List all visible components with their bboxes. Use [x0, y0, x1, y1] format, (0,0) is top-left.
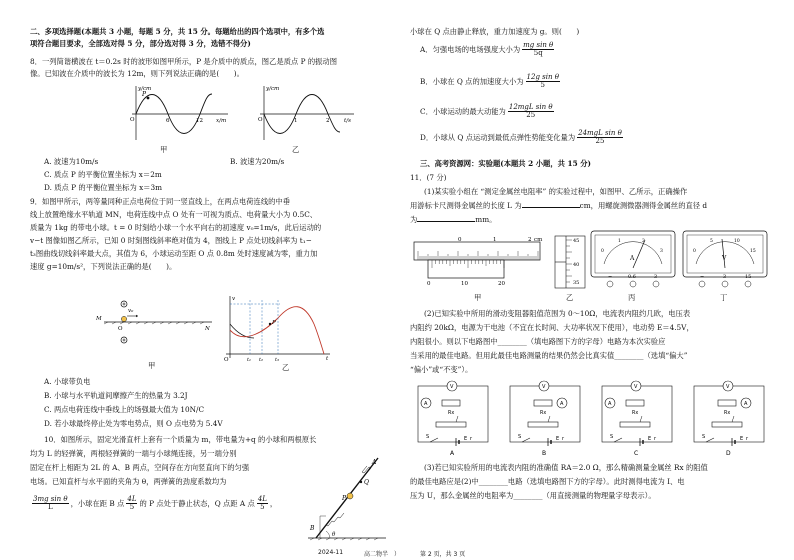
- footer-date: 2024-11: [318, 549, 344, 556]
- p-label: P: [342, 495, 347, 502]
- unit-label: cm: [534, 237, 543, 243]
- circuit-d: [694, 381, 764, 457]
- caliper-caption: 甲: [474, 293, 482, 302]
- main-tick-2: 2: [528, 237, 532, 243]
- circuit-letter: B: [542, 450, 547, 457]
- p-label: P: [272, 320, 276, 326]
- origin-label: O: [224, 357, 229, 362]
- circuit-a: [418, 381, 488, 457]
- q8-line-1: 8．一列简谐横波在 t＝0.2s 时的波形如图甲所示，P 是介质中的质点，图乙是质点 P 的振动图: [30, 57, 338, 66]
- q10-line-2: 均为 L 的轻弹簧，两根轻弹簧的一端与小球绳连接，另一端分别: [30, 449, 237, 458]
- circuit-letter: C: [634, 450, 639, 457]
- main-tick-0: 0: [458, 237, 462, 243]
- rx-label: Rx: [540, 411, 547, 416]
- circuit-b: [510, 381, 580, 457]
- circuit-letter: D: [726, 450, 731, 457]
- n-label: N: [205, 326, 210, 332]
- ammeter-label: A: [608, 401, 612, 407]
- vibration-figure-yi: [250, 82, 360, 144]
- voltmeter-label: V: [542, 384, 546, 390]
- emf-label: E: [740, 436, 744, 442]
- q11-part2-line1: (2)已知实验中所用的滑动变阻器阻值范围为 0～10Ω，电流表内阻约几欧，电压表: [424, 309, 691, 318]
- terminal-3: 3: [723, 274, 727, 280]
- t3-label: t₃: [275, 357, 280, 362]
- terminal-minus: −: [608, 274, 613, 280]
- fraction-stiffness: $\frac{\text{3mg sin θ}}{L}$: [33, 495, 68, 512]
- terminal-minus: −: [700, 274, 705, 280]
- terminal-06: 0.6: [628, 274, 636, 280]
- footer-subject: 高二物半 ）: [364, 551, 401, 558]
- q9-line-4: v−t 图像如图乙所示，已知 0 时刻图线斜率绝对值为 4，图线上 P 点处切线斜率为 t₁−: [30, 236, 312, 245]
- t-tick-1: 1: [294, 118, 298, 124]
- voltmeter-caption: 丁: [720, 293, 728, 302]
- internal-r-label: r: [654, 436, 657, 442]
- q10-option-b: B．小球在 Q 点的加速度大小为 $\frac{\text{12g sin θ}}{5}$: [420, 73, 559, 90]
- q11-part1-line1: (1)某实验小组在 “测定金属丝电阻率” 的实验过程中，如图甲、乙所示，正确操作: [424, 187, 688, 196]
- q11-part1-line3: 为 mm。: [410, 215, 497, 224]
- q10-line-1: 10．如图所示，固定光滑直杆上套有一个质量为 m，带电量为+q 的小球和两根原长: [44, 435, 317, 444]
- t-tick-2: 2: [326, 118, 330, 124]
- q11-part3-line2: 的最佳电路应是(2)中________电路（选填电路图下方的字母）。此时测得电流为 I、电: [410, 477, 685, 486]
- vernier-tick-0: 0: [427, 281, 431, 287]
- fig9a-caption: 甲: [148, 361, 156, 370]
- section3-title: 三、高考资源网：实验题(本题共 2 小题，共 15 分): [420, 159, 591, 168]
- emf-label: E: [648, 436, 652, 442]
- v0-label: v₀: [128, 308, 134, 314]
- voltmeter-figure: [682, 230, 768, 292]
- scale-3: 3: [660, 249, 663, 254]
- v-t-graph-yi: [214, 294, 334, 362]
- voltmeter-symbol: V: [722, 255, 727, 262]
- answer-blank-length[interactable]: [522, 207, 580, 208]
- circuit-diagrams: [412, 378, 772, 458]
- ammeter-caption: 丙: [628, 293, 636, 302]
- q9-line-1: 9．如图甲所示，两等量同种正点电荷位于同一竖直线上，在两点电荷连线的中垂: [30, 197, 291, 206]
- ammeter-label: A: [744, 401, 748, 407]
- q8-option-c: C. 质点 P 的平衡位置坐标为 x＝2m: [44, 170, 162, 179]
- b-label: B: [310, 525, 315, 532]
- scale-10: 10: [734, 239, 740, 244]
- scale-5: 5: [710, 239, 713, 244]
- charge-track-figure-jia: [94, 276, 214, 356]
- ammeter-label: A: [560, 401, 564, 407]
- q11-part1-line2: 用游标卡尺测得金属丝的长度 L 为 cm，用螺旋测微器测得金属丝的直径 d: [410, 201, 708, 210]
- q11-part2-line5: “偏小”或“不变”）。: [410, 365, 473, 374]
- origin-label: O: [258, 117, 263, 123]
- emf-label: E: [556, 436, 560, 442]
- emf-label: E: [464, 436, 468, 442]
- mic-tick-35: 35: [573, 280, 580, 286]
- internal-r-label: r: [562, 436, 565, 442]
- q9-option-d: D. 若小球最终停止处为零电势点，则 O 点电势为 5.4V: [44, 419, 223, 428]
- vernier-tick-10: 10: [461, 281, 468, 287]
- voltmeter-label: V: [634, 384, 638, 390]
- q11-part3-line3: 压为 U，那么金属丝的电阻率为________（用直接测量的物理量字母表示）。: [410, 491, 656, 500]
- q9-line-6: 速度 g=10m/s²，下列说法正确的是( )。: [30, 262, 177, 271]
- q8-line-2: 像。已知波在介质中的波长为 12m，则下列说法正确的是( )。: [30, 69, 244, 78]
- vernier-caliper-figure: [410, 236, 546, 292]
- origin-label: O: [130, 117, 135, 123]
- scale-0: 0: [693, 249, 696, 254]
- m-label: M: [96, 316, 102, 322]
- q11-heading: 11．(7 分): [410, 173, 447, 182]
- q9-line-5: t₃图曲线切线斜率最大点，其值为 6，小球运动至距 O 点 0.8m 处时速度减为零，重力加: [30, 249, 318, 258]
- q11-part2-line2: 内阻约 20kΩ，电源为干电池（不宜在长时间、大功率状况下使用），电动势 E＝4.5V，: [410, 323, 694, 332]
- q10-continued: 小球在 Q 点由静止释放，重力加速度为 g。则( ): [410, 27, 580, 36]
- q8-option-d: D. 质点 P 的平衡位置坐标为 x＝3m: [44, 183, 163, 192]
- internal-r-label: r: [746, 436, 749, 442]
- x-tick-12: 12: [196, 118, 203, 124]
- inclined-rod-figure: [306, 454, 388, 542]
- voltmeter-label: V: [726, 384, 730, 390]
- q10-option-a: A．匀强电场的电场强度大小为 $\frac{\text{mg sin θ}}{5q}$: [420, 41, 554, 58]
- t-axis-label: t: [326, 356, 329, 362]
- fraction-aq: $\frac{4L}{5}$: [257, 495, 267, 512]
- q10-option-d: D．小球从 Q 点运动到最低点弹性势能变化量为 $\frac{\text{24mgL sin θ}}{25}$: [420, 129, 622, 146]
- rx-label: Rx: [724, 411, 731, 416]
- point-p-label: P: [142, 91, 147, 98]
- answer-blank-diameter[interactable]: [417, 221, 475, 222]
- t2-label: t₂: [259, 357, 264, 362]
- mic-tick-40: 40: [573, 262, 580, 268]
- q9-option-a: A. 小球带负电: [44, 377, 91, 386]
- circuit-letter: A: [450, 450, 455, 457]
- x-tick-6: 6: [166, 118, 170, 124]
- a-label: A: [372, 459, 377, 466]
- y-axis-label: y/cm: [138, 86, 152, 92]
- section2-title-cont: 项符合题目要求，全部选对得 5 分，部分选对得 3 分，选错不得分): [30, 39, 251, 48]
- wave-figure-jia: [122, 82, 232, 144]
- switch-label: S: [610, 434, 614, 440]
- q11-part2-line4: 当采用的最佳电路。但用此最佳电路测量的结果仍然会比真实值________（选填“偏大”: [410, 351, 688, 360]
- theta-label: θ: [332, 532, 336, 538]
- q8-option-a: A. 波速为10m/s: [44, 157, 99, 166]
- main-tick-1: 1: [493, 237, 497, 243]
- scale-2: 2: [642, 239, 645, 244]
- t1-label: t₁: [247, 357, 252, 362]
- scale-15: 15: [750, 249, 756, 254]
- q-label: Q: [364, 479, 369, 486]
- x-axis-label: x/m: [216, 118, 227, 124]
- q11-part2-line3: 内阻很小。则以下电路图中________（填电路图下方的字母）电路为本次实验应: [410, 337, 666, 346]
- rx-label: Rx: [448, 411, 455, 416]
- q10-line-3: 固定在杆上相距为 2L 的 A、B 两点，空间存在方向竖直向下的匀强: [30, 463, 250, 472]
- scale-1: 1: [618, 239, 621, 244]
- o-label: O: [118, 326, 123, 332]
- q8-option-b: B. 波速为20m/s: [230, 157, 285, 166]
- footer-page: 第 2 页，共 3 页: [420, 551, 466, 558]
- fig9b-caption: 乙: [282, 363, 290, 372]
- q10-option-c: C．小球运动的最大动能为 $\frac{\text{12mgL sin θ}}{25}$: [420, 103, 553, 120]
- q10-line-5: $\frac{\text{3mg sin θ}}{L}$ ，小球在距 B 点 $\frac{4L}{5}$ 的 P 点处于静止状态，Q 点距 A 点 $\frac{4L}{5}$ ，: [33, 495, 278, 512]
- fraction-bp: $\frac{4L}{5}$: [127, 495, 137, 512]
- switch-label: S: [518, 434, 522, 440]
- q9-line-2: 线上放置绝缘水平轨道 MN，电荷连线中点 O 处有一可视为质点、电荷量大小为 0.5C、: [30, 210, 318, 219]
- y-axis-label: y/cm: [266, 86, 280, 92]
- ammeter-figure: [590, 230, 676, 292]
- switch-label: S: [702, 434, 706, 440]
- terminal-15: 15: [745, 274, 752, 280]
- section2-title: 二、多项选择题(本题共 3 小题，每题 5 分，共 15 分。每题给出的四个选项中，有多个选: [30, 27, 325, 36]
- ammeter-symbol: A: [630, 255, 635, 262]
- mic-tick-45: 45: [573, 238, 580, 244]
- t-axis-label: t/s: [344, 118, 351, 124]
- scale-0: 0: [601, 249, 604, 254]
- q11-part3-line1: (3)若已知实验所用的电流表内阻的准确值 RA＝2.0 Ω，那么精确测量金属丝 Rx 的阻值: [424, 463, 708, 472]
- v-axis-label: v: [232, 296, 236, 302]
- circuit-c: [602, 381, 672, 457]
- fig8b-caption: 乙: [292, 145, 300, 154]
- internal-r-label: r: [470, 436, 473, 442]
- q9-line-3: 质量为 1kg 的带电小球。t = 0 时刻给小球一个水平向右的初速度 v₀=1m/s，此后运动的: [30, 223, 322, 232]
- q9-option-c: C. 两点电荷连线中垂线上的场强最大值为 10N/C: [44, 405, 205, 414]
- vernier-tick-20: 20: [498, 281, 505, 287]
- rx-label: Rx: [632, 411, 639, 416]
- q10-line-4: 电场。已知直杆与水平面的夹角为 θ，两弹簧的劲度系数均为: [30, 477, 227, 486]
- micrometer-figure: [554, 232, 588, 292]
- ammeter-label: A: [424, 401, 428, 407]
- fig8a-caption: 甲: [160, 145, 168, 154]
- q9-option-b: B. 小球与水平轨道间摩擦产生的热量为 3.2J: [44, 391, 188, 400]
- micrometer-caption: 乙: [566, 293, 574, 302]
- switch-label: S: [426, 434, 430, 440]
- terminal-3: 3: [654, 274, 658, 280]
- voltmeter-label: V: [450, 384, 454, 390]
